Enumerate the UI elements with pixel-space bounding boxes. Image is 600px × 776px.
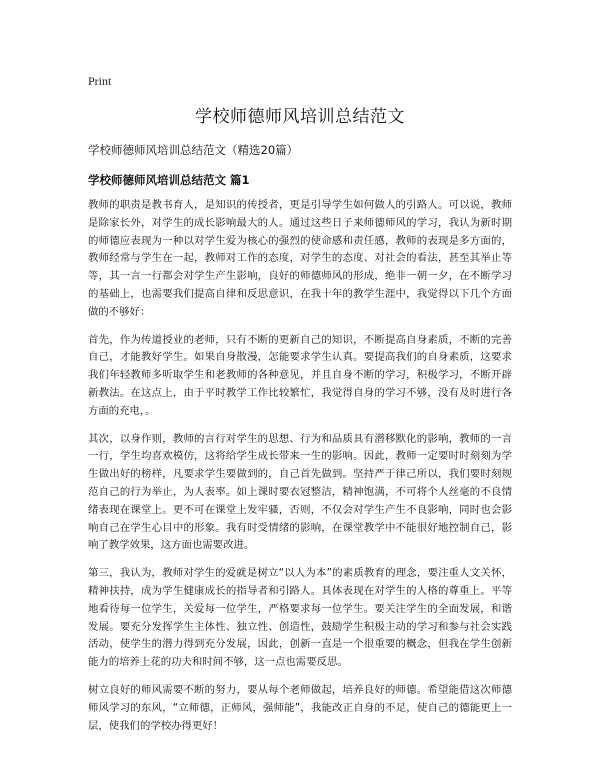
print-link[interactable]: Print — [88, 74, 112, 88]
document-subtitle: 学校师德师风培训总结范文（精选20篇） — [88, 143, 299, 157]
section-heading: 学校师德师风培训总结范文 篇1 — [88, 173, 250, 187]
paragraph-third: 第三，我认为，教师对学生的爱就是树立“以人为本”的素质教育的理念，要注重人文关怀，精神扶持，成为学生健康成长的指导者和引路人。具体表现在对学生的人格的尊重上。平等地看待每一位学生，关爱每一位学生，严格要求每一位学生。要关注学生的全面发展，和谐发展。要充分发挥学生主体性、独立性、创造性，鼓励学生积极主动的学习和参与社会实践活动，使学生的潜力得到充分发展，因此，创新一直是一个很重要的概念，但我在学生创新能力的培养上花的功夫和时间不够，这一点也需要反思。 — [88, 567, 512, 669]
paragraph-intro: 教师的职责是教书育人，是知识的传授者，更是引导学生如何做人的引路人。可以说，教师是除家长外，对学生的成长影响最大的人。通过这些日子来师德师风的学习，我认为新时期的师德应表现为一种以对学生爱为核心的强烈的使命感和责任感，教师的表现是多方面的，教师经常与学生在一起，教师对工作的态度，对学生的态度、对社会的看法，甚至其举止等等，其一言一行都会对学生产生影响，良好的师德师风的形成，绝非一朝一夕，在不断学习的基础上，也需要我们提高自律和反思意识，在我十年的教学生涯中，我觉得以下几个方面做的不够好： — [88, 199, 512, 318]
paragraph-first: 首先，作为传道授业的老师，只有不断的更新自己的知识，不断提高自身素质，不断的完善自己，才能教好学生。如果自身散漫，怎能要求学生认真。要提高我们的自身素质，这要求我们年轻教师多听取学生和老教师的各种意见，并且自身不断的学习，积极学习，不断开辟新教法。在这点上，由于平时教学工作比较繁忙，我觉得自身的学习不够，没有及时进行各方面的充电，。 — [88, 333, 512, 417]
paragraph-conclusion: 树立良好的师风需要不断的努力，要从每个老师做起，培养良好的师德。希望能借这次师德师风学习的东风，“立师德，正师风，强师能”，我能改正自身的不足，使自己的德能更上一层，使我们的学校办得更好！ — [88, 683, 512, 732]
paragraph-second: 其次，以身作则，教师的言行对学生的思想、行为和品质具有潜移默化的影响，教师的一言一行，学生均喜欢模仿，这将给学生成长带来一生的影响。因此，教师一定要时时刻刻为学生做出好的榜样，凡要求学生要做到的，自己首先做到。坚持严于律己所以，我们要时刻规范自己的行为举止，为人表率。如上课时要衣冠整洁，精神饱满，不可将个人丝毫的不良情绪表现在课堂上。更不可在课堂上发牢骚，否则，不仅会对学生产生不良影响，同时也会影响自己在学生心目中的形象。我有时受情绪的影响，在课堂教学中不能很好地控制自己，影响了教学效果，这方面也需要改进。 — [88, 432, 512, 552]
document-title: 学校师德师风培训总结范文 — [195, 107, 405, 127]
